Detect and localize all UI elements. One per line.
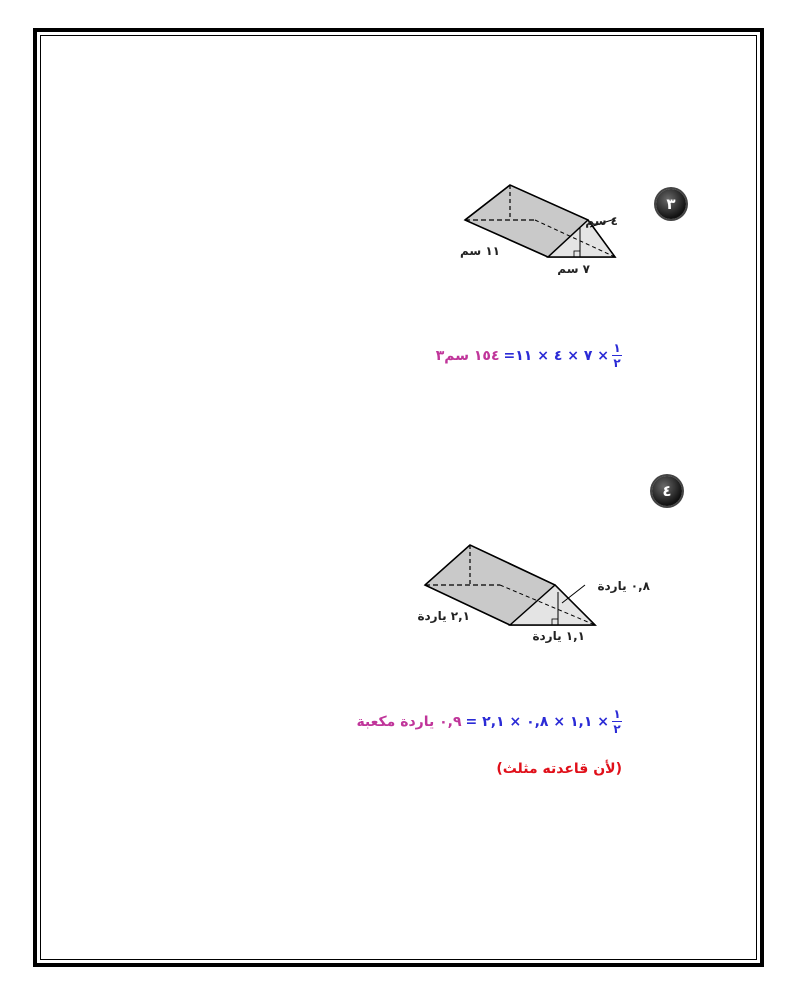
page-border-inner <box>40 35 757 960</box>
problem-3-prism-figure <box>440 175 655 275</box>
problem-4-height-label: ٠,٨ ياردة <box>597 579 650 593</box>
problem-3-fraction: $\frac{١}{٢}$ <box>613 341 621 370</box>
problem-3-expression: × ٧ × ٤ × ١١= <box>503 347 609 364</box>
problem-3-equation <box>436 342 625 369</box>
problem-4-length-label: ٢,١ ياردة <box>417 609 470 623</box>
problem-3-number-badge: ٣ <box>656 189 686 219</box>
problem-3-base-label: ٧ سم <box>557 262 590 275</box>
problem-4-number-badge: ٤ <box>652 476 682 506</box>
problem-4-fraction: $\frac{١}{٢}$ <box>613 707 621 736</box>
problem-4-prism-figure <box>390 535 660 650</box>
problem-4-note: (لأن قاعدته مثلث) <box>496 761 622 777</box>
problem-3-height-label: ٤ سم <box>585 214 618 228</box>
problem-3-length-label: ١١ سم <box>459 244 500 258</box>
problem-4-result: ٠,٩ ياردة مكعبة <box>356 713 462 730</box>
problem-3-result: ١٥٤ سم٣ <box>435 347 500 364</box>
problem-4-expression: × ١,١ × ٠,٨ × ٢,١ = <box>465 713 609 730</box>
problem-4-base-label: ١,١ ياردة <box>532 629 585 643</box>
problem-4-equation <box>356 708 625 735</box>
